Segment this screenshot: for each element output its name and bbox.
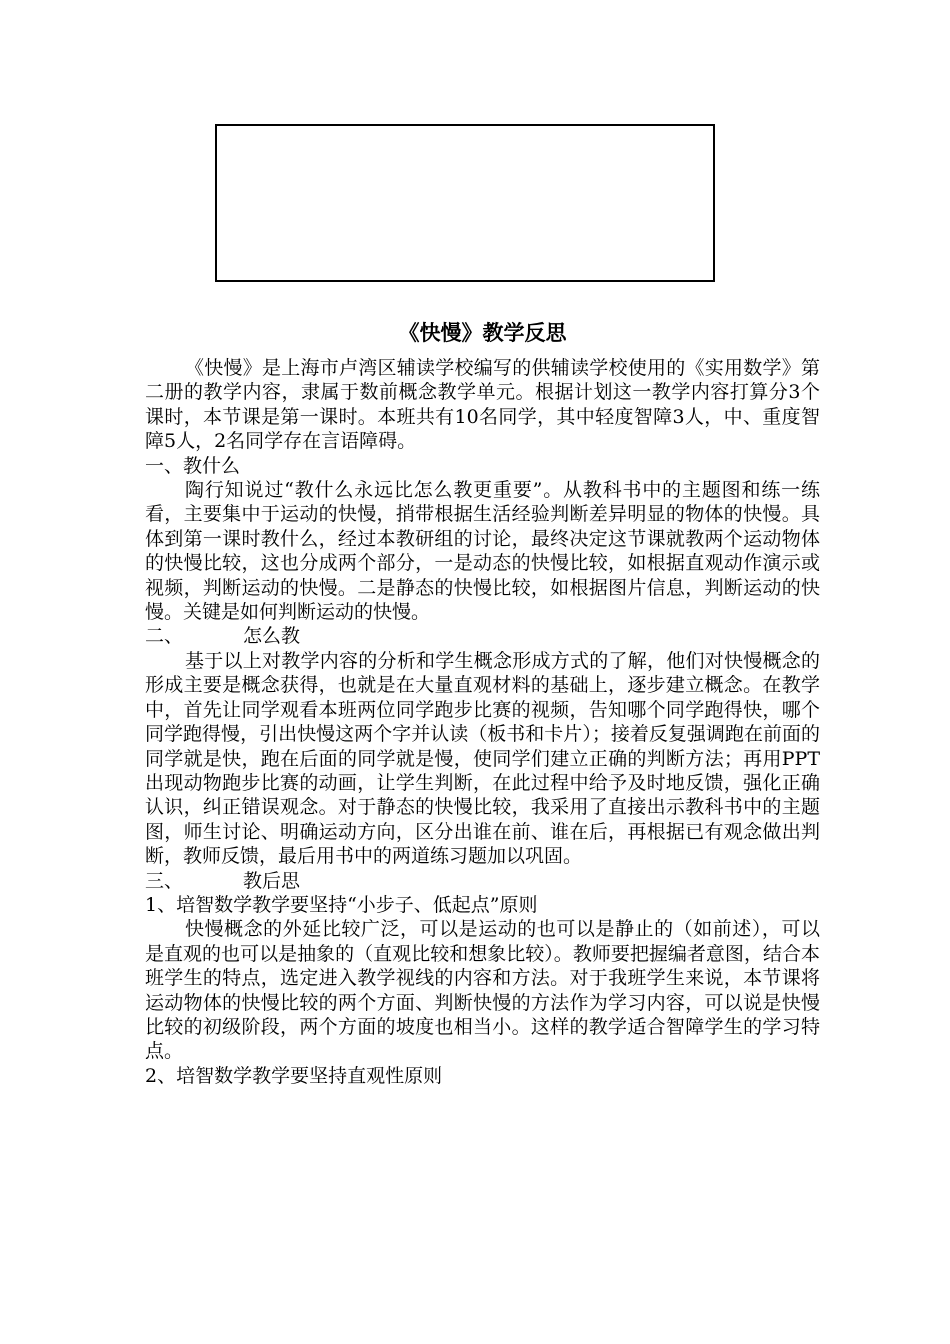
section-heading-2-text: 怎么教 — [243, 625, 301, 648]
section-heading-1: 一、教什么 — [145, 454, 241, 477]
section-heading-3-number: 三、 — [145, 869, 184, 892]
section-1-paragraph: 陶行知说过“教什么永远比怎么教更重要”。从教科书中的主题图和练一练看，主要集中于运动的快慢，捎带根据生活经验判断差异明显的物体的快慢。具体到第一课时教什么，经过本教研组的讨论，最终决定这节课就教两个运动物体的快慢比较，这也分成两个部分，一是动态的快慢比较，如根据直观动作演示或视频，判断运动的快慢。二是静态的快慢比较，如根据图片信息，判断运动的快慢。关键是如何判断运动的快慢。 — [145, 479, 820, 624]
section-3-paragraph: 快慢概念的外延比较广泛，可以是运动的也可以是静止的（如前述），可以是直观的也可以是抽象的（直观比较和想象比较）。教师要把握编者意图，结合本班学生的特点，选定进入教学视线的内容和方法。对于我班学生来说，本节课将运动物体的快慢比较的两个方面、判断快慢的方法作为学习内容，可以说是快慢比较的初级阶段，两个方面的坡度也相当小。这样的教学适合智障学生的学习特点。 — [145, 918, 820, 1063]
intro-paragraph: 《快慢》是上海市卢湾区辅读学校编写的供辅读学校使用的《实用数学》第二册的教学内容，隶属于数前概念教学单元。根据计划这一教学内容打算分3个课时，本节课是第一课时。本班共有10名同学，其中轻度智障3人，中、重度智障5人，2名同学存在言语障碍。 — [145, 357, 820, 453]
subheading-2: 2、培智数学教学要坚持直观性原则 — [145, 1064, 443, 1087]
section-2-paragraph: 基于以上对教学内容的分析和学生概念形成方式的了解，他们对快慢概念的形成主要是概念获得，也就是在大量直观材料的基础上，逐步建立概念。在教学中，首先让同学观看本班两位同学跑步比赛的视频，告知哪个同学跑得快，哪个同学跑得慢，引出快慢这两个字并认读（板书和卡片）；接着反复强调跑在前面的同学就是快，跑在后面的同学就是慢，使同学们建立正确的判断方法；再用PPT出现动物跑步比赛的动画，让学生判断，在此过程中给予及时地反馈，强化正确认识，纠正错误观念。对于静态的快慢比较，我采用了直接出示教科书中的主题图，师生讨论、明确运动方向，区分出谁在前、谁在后，再根据已有观念做出判断，教师反馈，最后用书中的两道练习题加以巩固。 — [145, 649, 820, 868]
image-placeholder — [215, 124, 715, 282]
page-title: 《快慢》教学反思 — [398, 320, 567, 345]
subheading-1: 1、培智数学教学要坚持“小步子、低起点”原则 — [145, 893, 538, 916]
section-heading-3-text: 教后思 — [243, 869, 301, 892]
section-heading-2 — [145, 624, 820, 648]
section-heading-2-number: 二、 — [145, 625, 184, 648]
section-heading-3 — [145, 869, 820, 893]
document-body — [145, 356, 820, 1088]
